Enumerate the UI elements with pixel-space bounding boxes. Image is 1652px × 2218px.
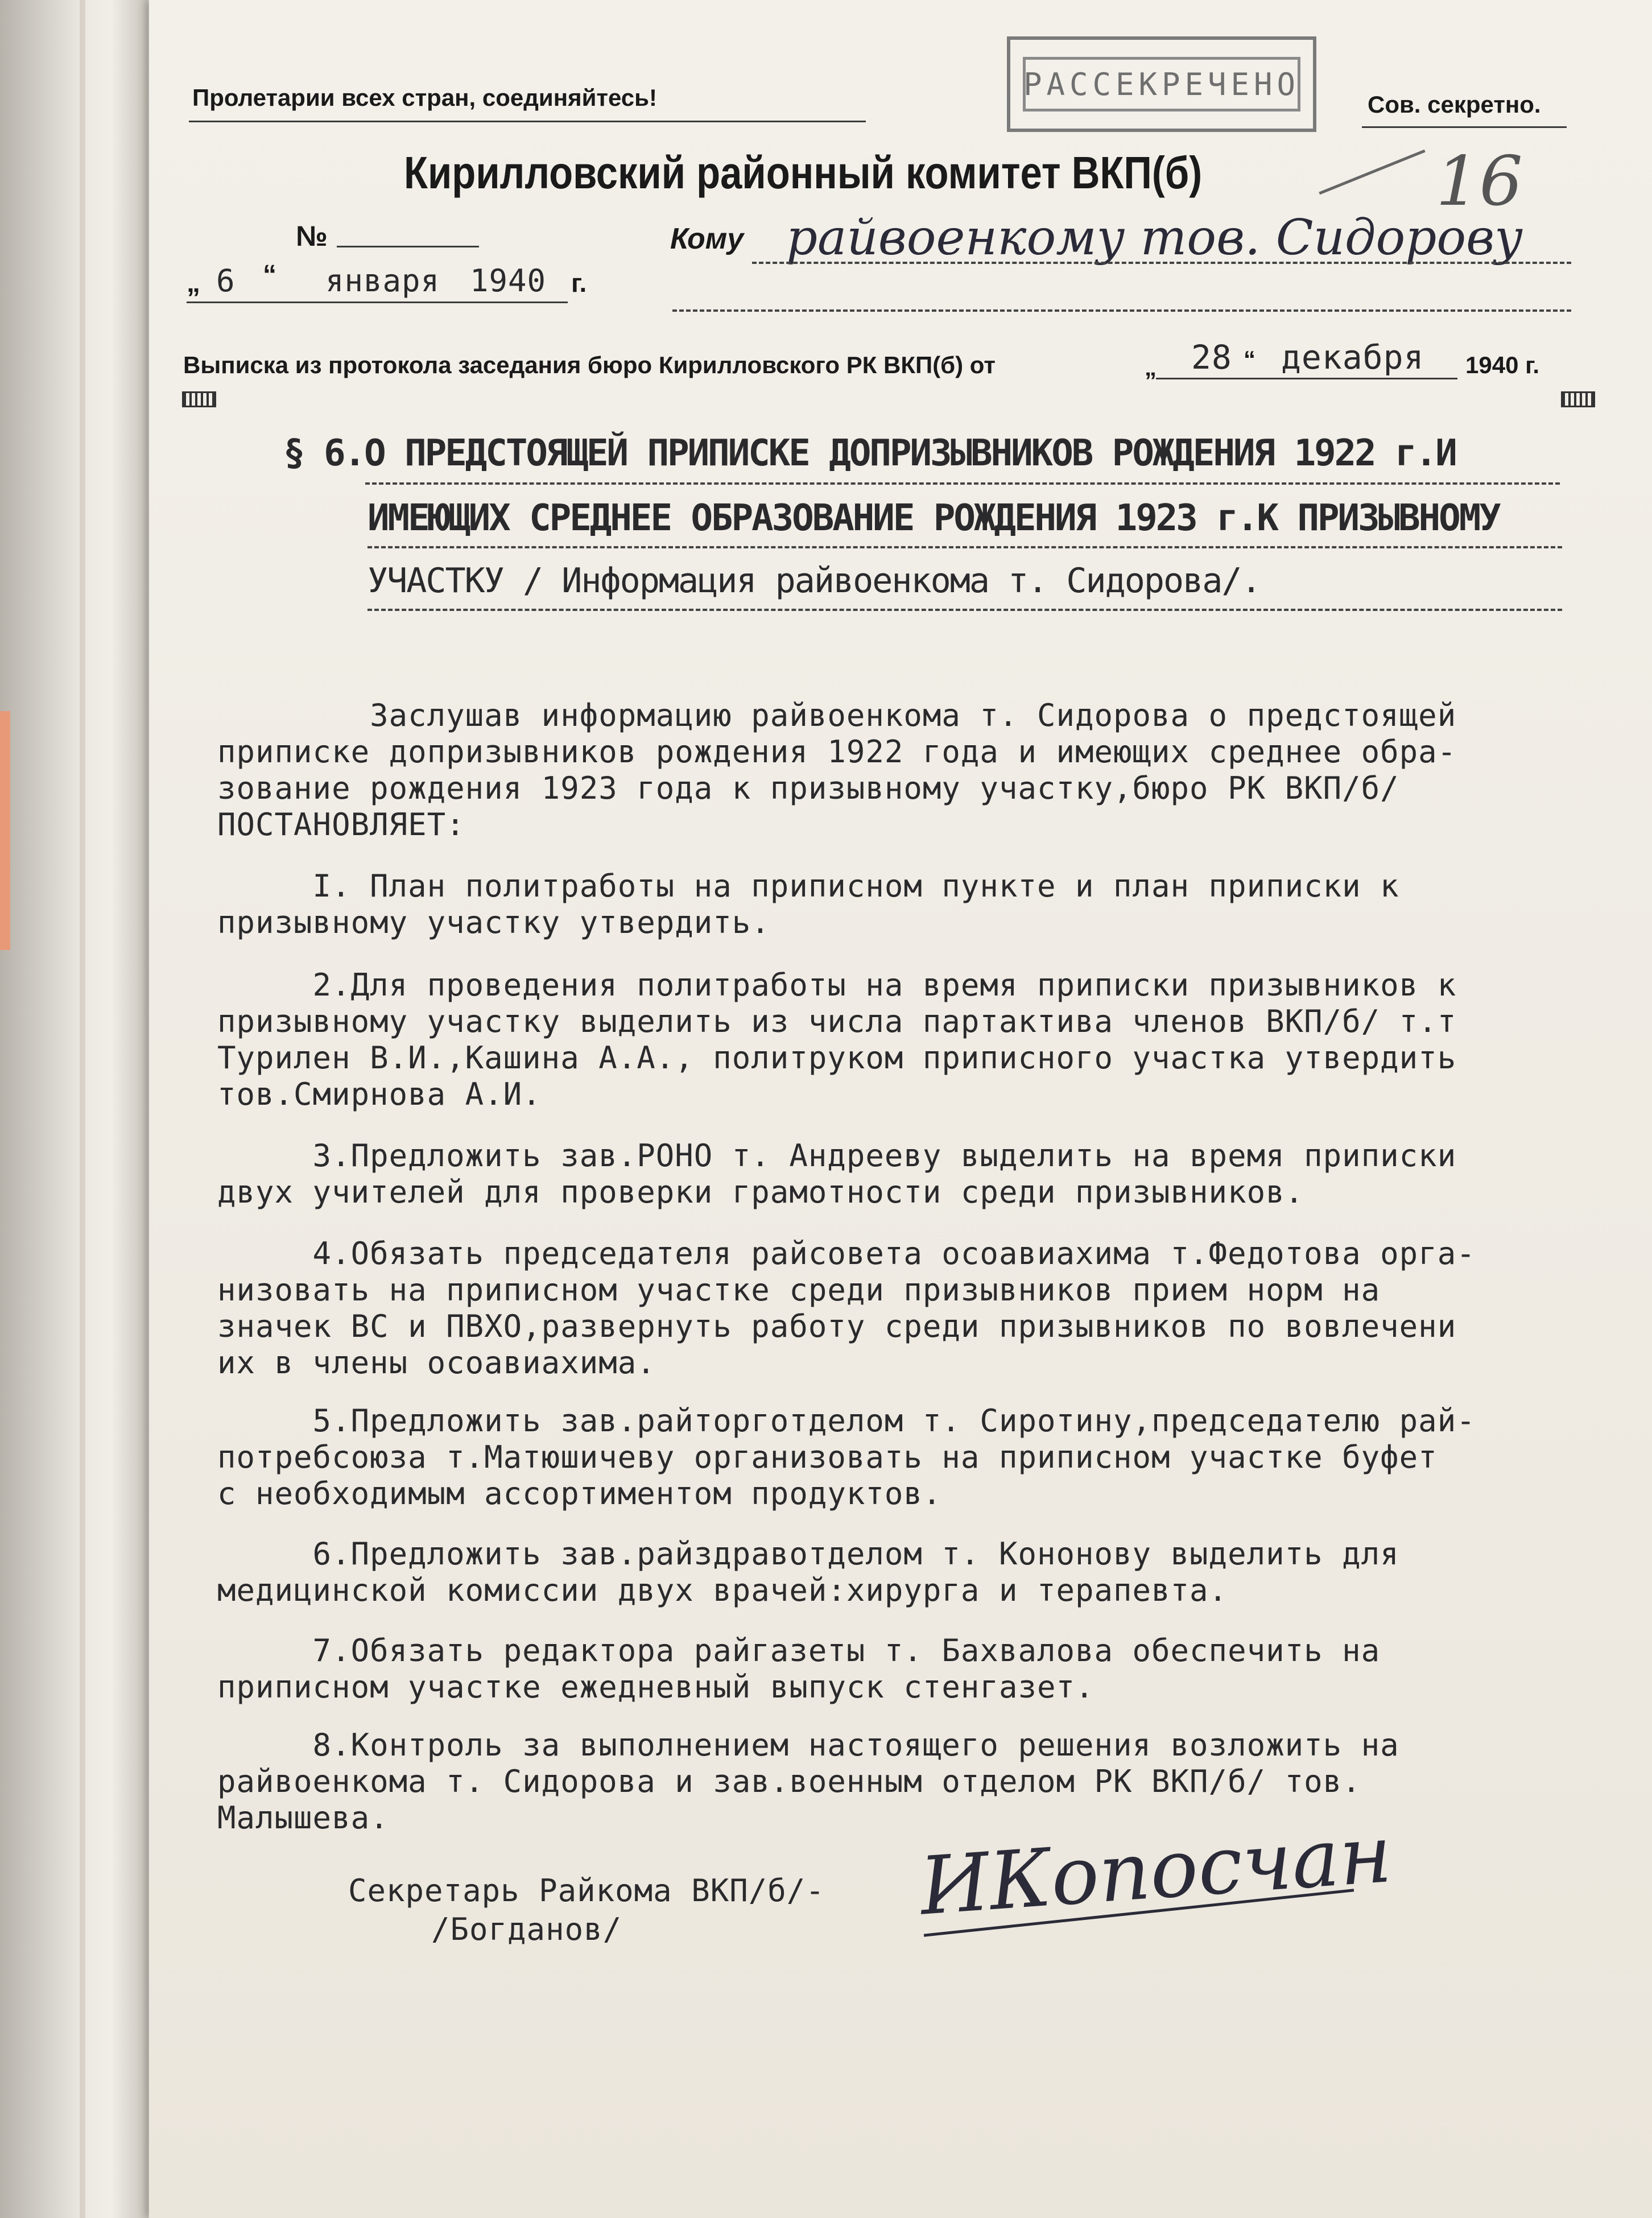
date-open-quote: „ [187,268,200,298]
binder-tab [0,711,10,950]
extract-month: декабря [1281,338,1424,377]
item-3-line-1: 3.Предложить зав.РОНО т. Андрееву выделить на время приписки [217,1138,1457,1174]
date-line [187,301,568,303]
item-4-line-2: низовать на приписном участке среди призывников прием норм на [217,1272,1381,1308]
classification-underline [1362,126,1567,128]
declassified-stamp [1007,36,1316,132]
subject-line-3: УЧАСТКУ / Информация райвоенкома т. Сидорова/. [367,561,1261,601]
slogan: Пролетарии всех стран, соединяйтесь! [192,84,657,111]
extract-open-quote: „ [1145,354,1157,381]
subject-underline-2 [367,546,1562,548]
subject-underline-3 [367,609,1562,611]
item-1-line-2: призывному участку утвердить. [217,904,770,940]
item-4-line-1: 4.Обязать председателя райсовета осоавиахима т.Федотова орга- [217,1236,1476,1271]
declassified-stamp-text: РАССЕКРЕЧЕНО [1023,57,1300,111]
item-8-line-2: райвоенкома т. Сидорова и зав.военным отделом РК ВКП/б/ тов. [217,1763,1361,1799]
org-title: Кирилловский районный комитет ВКП(б) [404,147,1203,198]
item-4-line-3: значек ВС и ПВХО,развернуть работу среди призывников по вовлечени [217,1308,1457,1344]
item-5-line-3: с необходимым ассортиментом продуктов. [217,1476,942,1511]
intro-line-4: ПОСТАНОВЛЯЕТ: [217,807,465,842]
subject-line-2: ИМЕЮЩИХ СРЕДНЕЕ ОБРАЗОВАНИЕ РОЖДЕНИЯ 1923 г.К ПРИЗЫВНОМУ [367,497,1500,539]
item-1-line-1: I. План политработы на приписном пункте и план приписки к [217,868,1399,904]
to-label: Кому [670,222,744,255]
item-4-line-4: их в члены осоавиахима. [217,1345,656,1381]
item-3-line-2: двух учителей для проверки грамотности среди призывников. [217,1174,1304,1210]
number-line [337,246,479,247]
extract-date-line [1156,378,1457,379]
archive-number-mark [1319,150,1425,195]
intro-line-3: зование рождения 1923 года к призывному участку,бюро РК ВКП/б/ [217,770,1399,806]
extract-year: 1940 г. [1465,352,1540,378]
binder-fold [80,0,85,2218]
extract-day: 28 [1191,338,1232,377]
item-8-line-3: Малышева. [217,1800,389,1836]
extract-label: Выписка из протокола заседания бюро Кирилловского РК ВКП(б) от [183,352,996,378]
item-5-line-1: 5.Предложить зав.райторготделом т. Сиротину,председателю рай- [217,1403,1476,1439]
document-page [149,0,1652,2218]
binder-edge [0,0,148,2218]
date-year: 1940 [470,263,547,299]
subject-line-1: § 6.О ПРЕДСТОЯЩЕЙ ПРИПИСКЕ ДОПРИЗЫВНИКОВ РОЖДЕНИЯ 1922 г.И [283,432,1456,474]
item-2-line-4: тов.Смирнова А.И. [217,1076,542,1112]
classification-label: Сов. секретно. [1368,91,1541,118]
subject-underline-1 [365,482,1560,485]
archive-number: 16 [1436,142,1523,221]
signature-name: /Богданов/ [431,1911,622,1947]
margin-marker-right [1561,391,1595,407]
handwritten-signature: ИКопосчан [917,1808,1395,1934]
item-6-line-2: медицинской комиссии двух врачей:хирурга и терапевта. [217,1572,1228,1608]
extract-close-quote: “ [1244,346,1255,373]
number-label: № [296,220,328,252]
margin-marker-left [182,391,216,407]
date-day: 6 [216,263,236,299]
item-2-line-3: Турилен В.И.,Кашина А.А., политруком приписного участка утвердить [217,1040,1457,1076]
date-month: января [325,263,440,299]
intro-line-1: Заслушав информацию райвоенкома т. Сидорова о предстоящей [217,697,1457,733]
item-2-line-2: призывному участку выделить из числа партактива членов ВКП/б/ т.т [217,1003,1457,1039]
slogan-underline [189,121,866,122]
signature-title: Секретарь Райкома ВКП/б/- [348,1873,825,1909]
item-5-line-2: потребсоюза т.Матюшичеву организовать на приписном участке буфет [217,1439,1438,1475]
item-6-line-1: 6.Предложить зав.райздравотделом т. Кононову выделить для [217,1536,1399,1572]
to-recipient: райвоенкому тов. Сидорову [786,209,1523,266]
item-7-line-2: приписном участке ежедневный выпуск стенгазет. [217,1669,1095,1705]
to-line [752,262,1571,264]
item-7-line-1: 7.Обязать редактора райгазеты т. Бахвалова обеспечить на [217,1633,1381,1668]
item-2-line-1: 2.Для проведения политработы на время приписки призывников к [217,967,1457,1003]
date-year-suffix: г. [571,268,587,298]
to-line-2 [672,309,1571,312]
item-8-line-1: 8.Контроль за выполнением настоящего решения возложить на [217,1727,1399,1763]
date-close-quote: “ [263,260,276,290]
intro-line-2: приписке допризывников рождения 1922 года и имеющих среднее обра- [217,734,1457,770]
